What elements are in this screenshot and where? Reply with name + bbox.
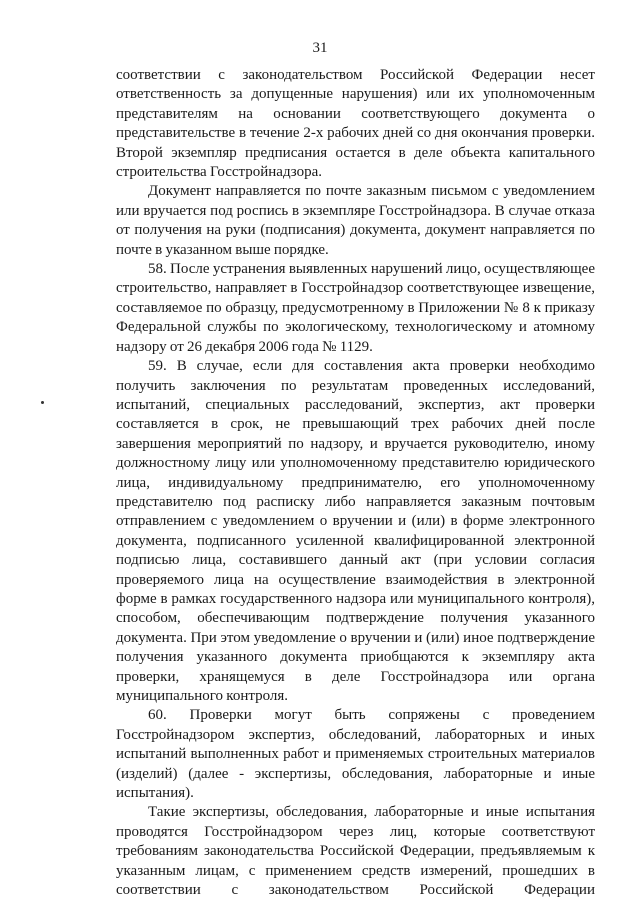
paragraph-59: 59. В случае, если для составления акта проверки необходимо получить заключения по результатам проведенных исследований, испытаний, специальных расследований, экспертиз, акт проверки составляется в срок, не превышающий трех рабочих дней после завершения мероприятий по надзору, и вручается руководителю, иному должностному лицу или уполномоченному представителю юридического лица, индивидуальному предпринимателю, его уполномоченному представителю под расписку либо направляется заказным почтовым отправлением с уведомлением о вручении и (или) в форме электронного документа, подписанного усиленной квалифицированной электронной подписью лица, составившего данный акт (при условии согласия проверяемого лица на осуществление взаимодействия в электронной форме в рамках государственного надзора или муниципального контроля), способом, обеспечивающим подтверждение получения указанного документа. При этом уведомление о вручении и (или) иное подтверждение получения указанного документа приобщаются к экземпляру акта проверки, хранящемуся в деле Госстройнадзора или органа муниципального контроля. xyxy=(116,358,595,704)
page-number: 31 xyxy=(312,40,328,56)
paragraph-60: 60. Проверки могут быть сопряжены с проведением Госстройнадзором экспертиз, обследований, лабораторных и иных испытаний выполненных работ и применяемых строительных материалов (изделий) (далее - экспертизы, обследования, лабораторные и иные испытания). xyxy=(116,707,595,802)
paragraph-58: 58. После устранения выявленных нарушений лицо, осуществляющее строительство, направляет в Госстройнадзор соответствующее извещение, составляемое по образцу, предусмотренному в Приложении № 8 к приказу Федеральной службы по экологическому, технологическому и атомному надзору от 26 декабря 2006 года № 1129. xyxy=(116,261,595,355)
paragraph-delivery: Документ направляется по почте заказным письмом с уведомлением или вручается под роспись в экземпляре Госстройнадзора. В случае отказа от получения на руки (подписания) документа, документ направляется по почте в указанном выше порядке. xyxy=(116,183,595,258)
stray-dot-mark xyxy=(41,401,44,404)
document-body xyxy=(116,66,595,900)
paragraph-expertise: Такие экспертизы, обследования, лабораторные и иные испытания проводятся Госстройнадзором через лиц, которые соответствуют требованиям законодательства Российской Федерации, предъявляемым к указанным лицам, с применением средств измерений, прошедших в соответствии с законодательством Российской Федерации xyxy=(116,804,595,899)
paragraph-continuation: соответствии с законодательством Российской Федерации несет ответственность за допущенные нарушения) или их уполномоченным представителям на основании соответствующего документа о представительстве в течение 2-х рабочих дней со дня окончания проверки. Второй экземпляр предписания остается в деле объекта капитального строительства Госстройнадзора. xyxy=(116,67,595,181)
